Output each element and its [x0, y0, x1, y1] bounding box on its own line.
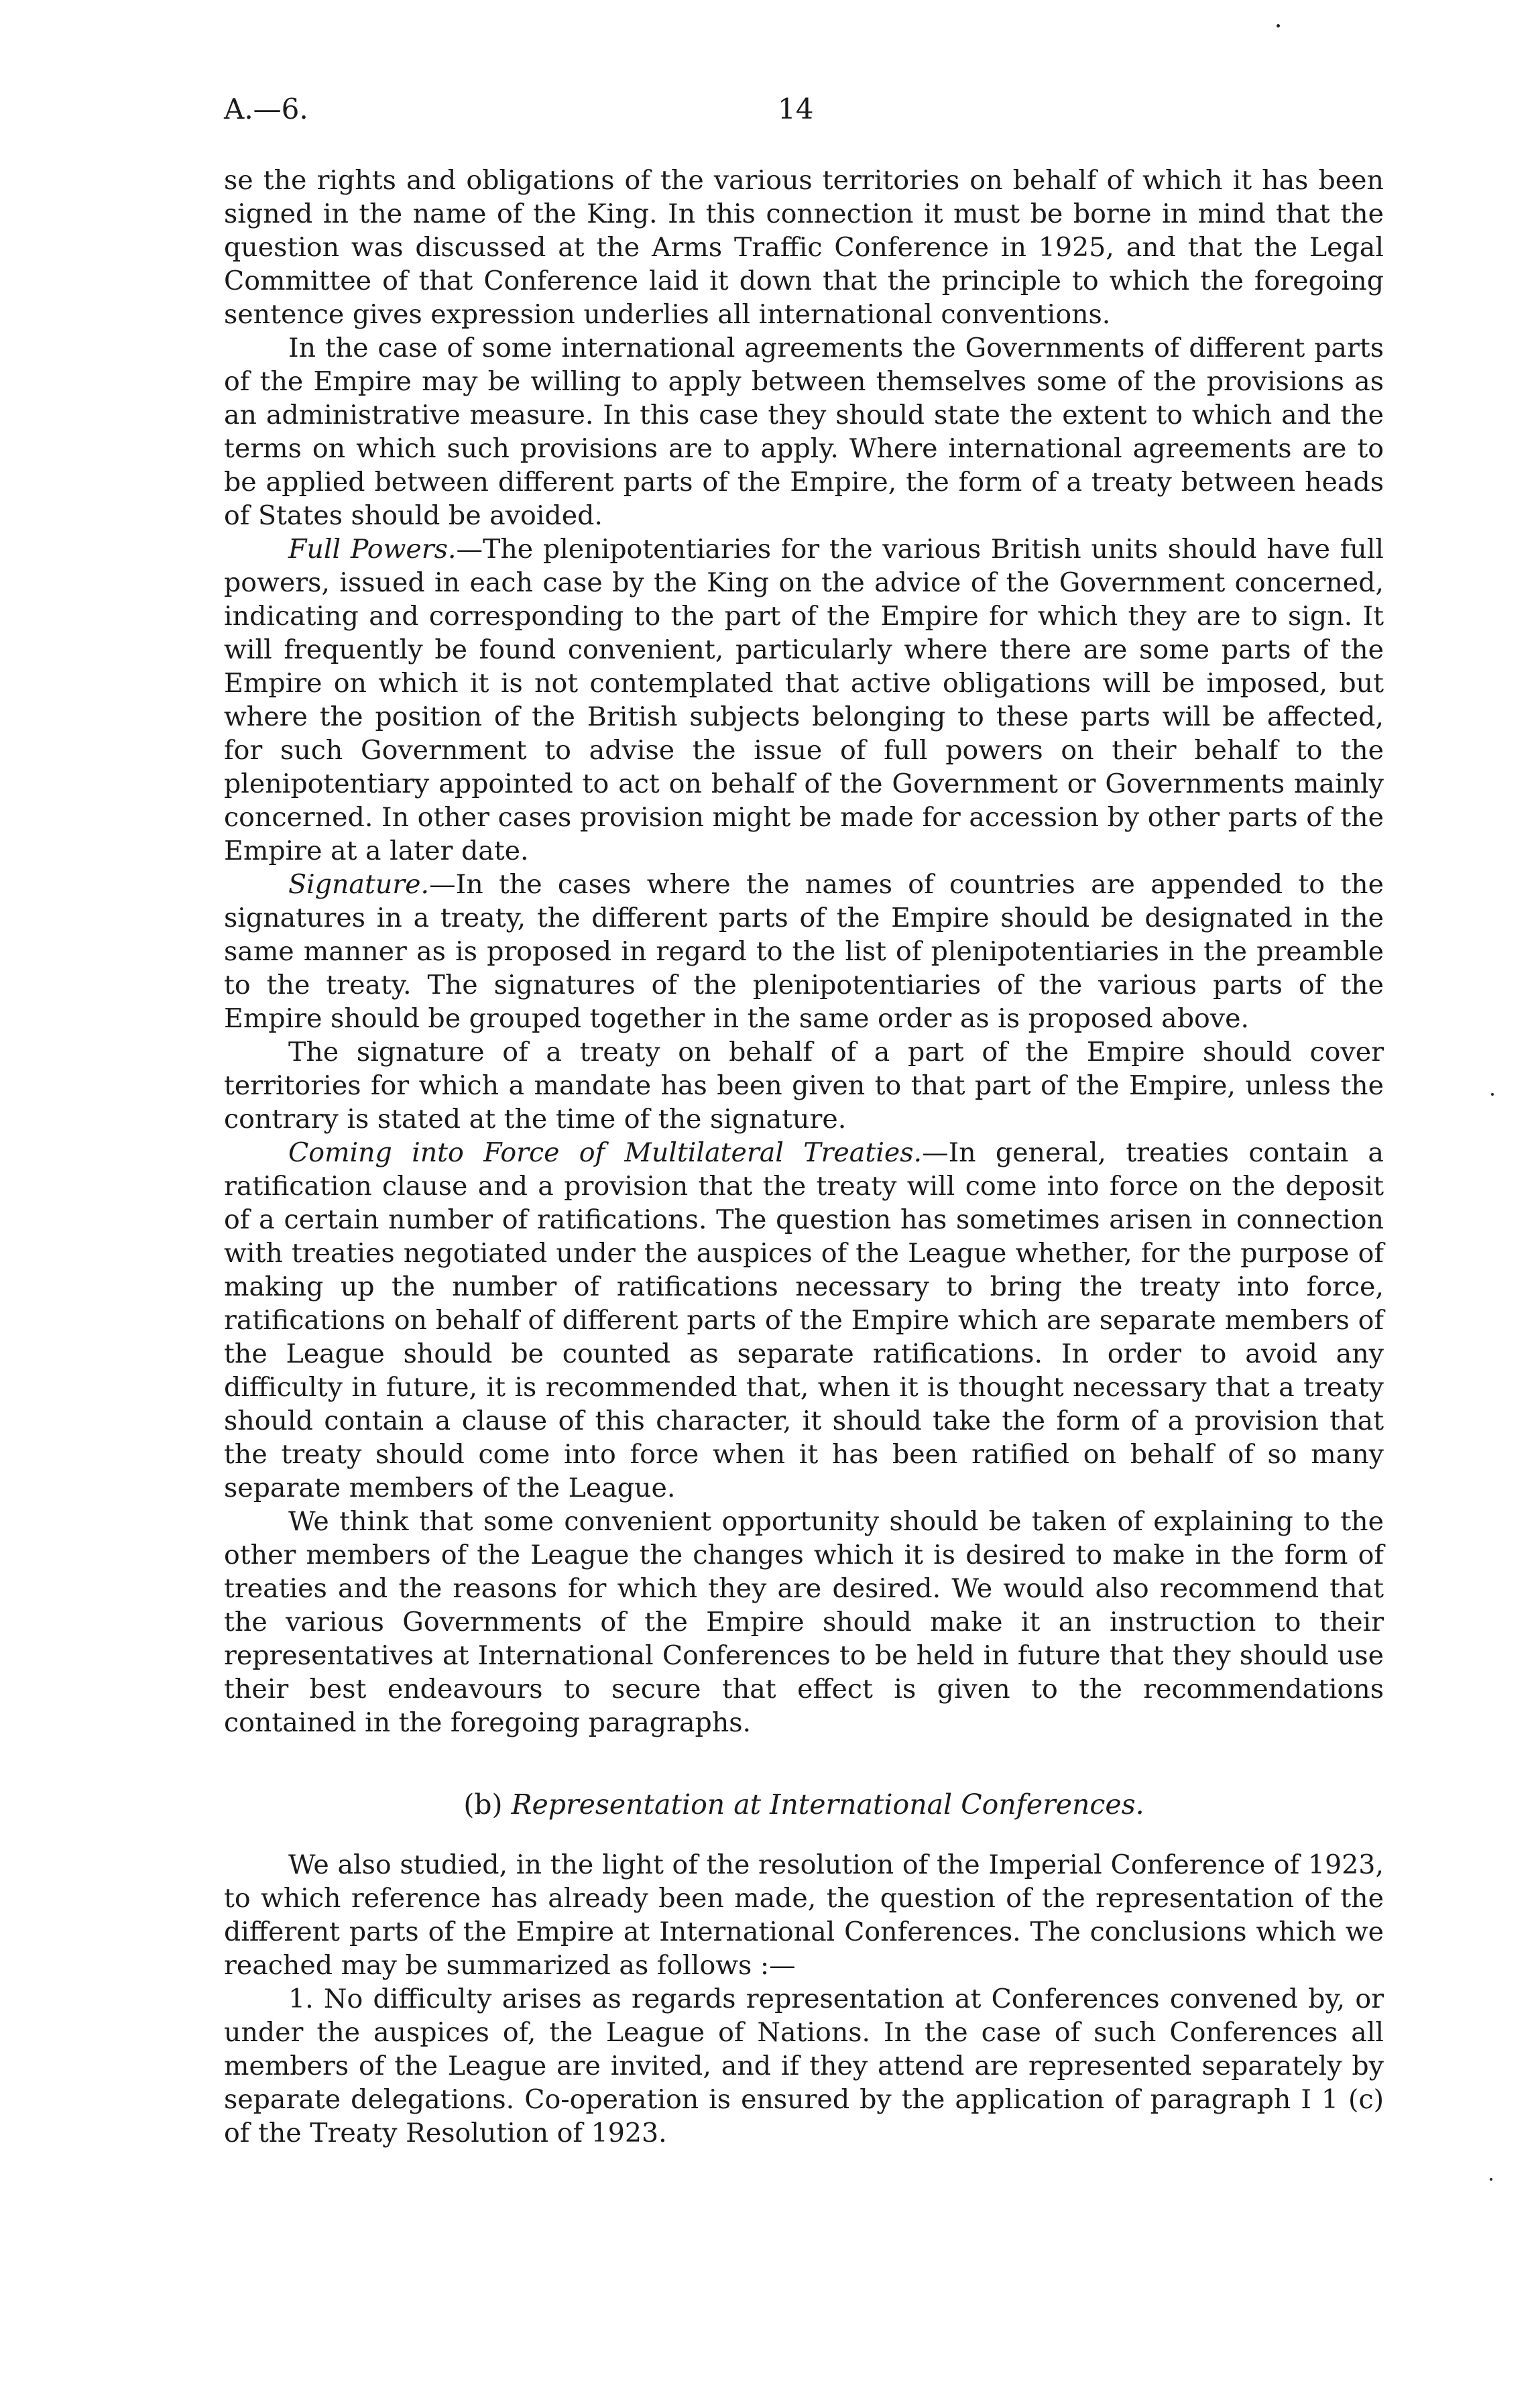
paragraph-full-powers: Full Powers.—The plenipotentiaries for the various British units should have full powers, issued in each case by the King on the advice of the Government concerned, indicating and corresponding to the part of the Empire for which they are to sign. It will frequently be found convenient, particularly where there are some parts of the Empire on which it is not contemplated that active obligations will be imposed, but where the position of the British subjects belonging to these parts will be affected, for such Government to advise the issue of full powers on their behalf to the plenipotentiary appointed to act on behalf of the Government or Governments mainly concerned. In other cases provision might be made for accession by other parts of the Empire at a later date.	[224, 534, 1384, 866]
paragraph-point-1: 1. No difficulty arises as regards representation at Conferences convened by, or under the auspices of, the League of Nations. In the case of such Conferences all members of the League are invited, and if they attend are represented separately by separate delegations. Co-operation is ensured by the application of paragraph I 1 (c) of the Treaty Resolution of 1923.	[224, 1984, 1384, 2148]
paragraph-agreements-between-governments: In the case of some international agreements the Governments of different parts of the Empire may be willing to apply between themselves some of the provisions as an administrative measure. In this case they should state the extent to which and the terms on which such provisions are to apply. Where international agreements are to be applied between different parts of the Empire, the form of a treaty between heads of States should be avoided.	[224, 333, 1384, 531]
scan-speck	[1491, 1093, 1494, 1096]
page-number: 14	[778, 93, 814, 125]
subheading-signature: Signature.	[288, 869, 430, 900]
paragraph-explaining-changes: We think that some convenient opportunity should be taken of explaining to the other members of the League the changes which it is desired to make in the form of treaties and the reasons for which they are desired. We would also recommend that the various Governments of the Empire should make it an instruction to their representatives at International Conferences to be held in future that they should use their best endeavours to secure that effect is given to the recommendations contained in the foregoing paragraphs.	[224, 1506, 1384, 1738]
paragraph-signature: Signature.—In the cases where the names of countries are appended to the signatures in a treaty, the different parts of the Empire should be designated in the same manner as is proposed in regard to the list of plenipotentiaries in the preamble to the treaty. The signatures of the plenipotentiaries of the various parts of the Empire should be grouped together in the same order as is proposed above.	[224, 869, 1384, 1034]
scan-speck	[1277, 24, 1280, 27]
paragraph-representation-intro: We also studied, in the light of the resolution of the Imperial Conference of 1923, to which reference has already been made, the question of the representation of the different parts of the Empire at International Conferences. The conclusions which we reached may be summarized as follows :—	[224, 1849, 1384, 1981]
section-heading	[224, 1788, 1384, 1821]
paragraph-coming-into-force: Coming into Force of Multilateral Treaties.—In general, treaties contain a ratification clause and a provision that the treaty will come into force on the deposit of a certain number of ratifications. The question has sometimes arisen in connection with treaties negotiated under the auspices of the League whether, for the purpose of making up the number of ratifications necessary to bring the treaty into force, ratifications on behalf of different parts of the Empire which are separate members of the League should be counted as separate ratifications. In order to avoid any difficulty in future, it is recommended that, when it is thought necessary that a treaty should contain a clause of this character, it should take the form of a provision that the treaty should come into force when it has been ratified on behalf of so many separate members of the League.	[224, 1137, 1384, 1503]
page-header	[224, 93, 1384, 133]
subheading-full-powers: Full Powers.	[288, 534, 457, 565]
subheading-coming-into-force: Coming into Force of Multilateral Treaties.	[288, 1137, 923, 1168]
section-label: (b)	[463, 1788, 503, 1821]
paragraph-mandate-territories: The signature of a treaty on behalf of a part of the Empire should cover territories for which a mandate has been given to that part of the Empire, unless the contrary is stated at the time of the signature.	[224, 1037, 1384, 1135]
scan-speck	[1490, 2178, 1492, 2181]
document-body	[224, 164, 1384, 2150]
section-title: Representation at International Conferences.	[511, 1788, 1144, 1821]
paragraph-continuation: se the rights and obligations of the various territories on behalf of which it has been signed in the name of the King. In this connection it must be borne in mind that the question was discussed at the Arms Traffic Conference in 1925, and that the Legal Committee of that Conference laid it down that the principle to which the foregoing sentence gives expression underlies all international conventions.	[224, 165, 1384, 330]
document-reference: A.—6.	[224, 93, 308, 125]
